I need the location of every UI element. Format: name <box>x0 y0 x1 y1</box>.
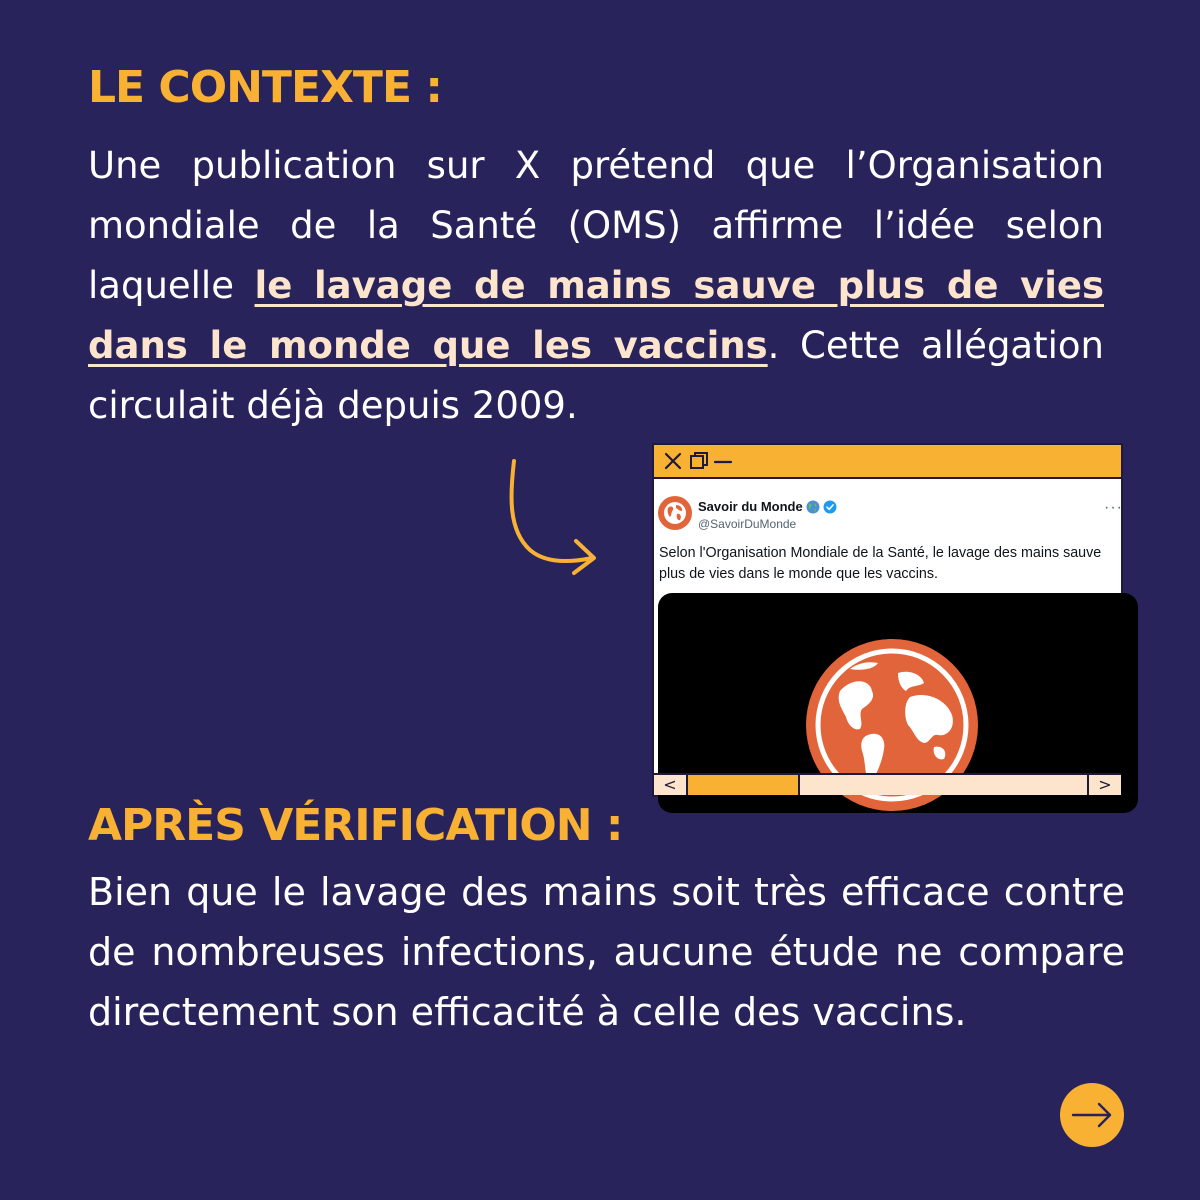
curved-arrow-icon <box>500 455 610 585</box>
verification-heading: APRÈS VÉRIFICATION : <box>88 800 623 851</box>
verification-paragraph: Bien que le lavage des mains soit très efficace contre de nombreuses infections, aucune étude ne compare directement son efficacité à celle des vaccins. <box>88 870 1125 1034</box>
claim-highlight: le lavage de mains sauve plus de vies dans le monde que les vaccins <box>88 264 1104 367</box>
verified-badge-icon <box>823 500 837 514</box>
scroll-thumb[interactable] <box>688 775 800 795</box>
context-paragraph <box>88 136 1104 436</box>
context-text-start: Une publication sur X prétend que l’Organisation mondiale de la Santé (OMS) affirme l’idée selon laquelle <box>88 144 1104 307</box>
context-text-end: . Cette allégation circulait déjà depuis 2009. <box>88 324 1104 427</box>
scroll-left-button[interactable]: < <box>654 775 688 795</box>
tweet-screenshot-window <box>652 443 1123 797</box>
window-titlebar <box>654 445 1121 479</box>
restore-icon[interactable] <box>688 450 710 472</box>
tweet-display-name[interactable] <box>698 499 837 514</box>
avatar[interactable] <box>658 496 692 530</box>
display-name-text: Savoir du Monde <box>698 499 803 514</box>
more-options-icon[interactable]: ··· <box>1104 499 1123 516</box>
context-heading: LE CONTEXTE : <box>88 62 442 113</box>
close-icon[interactable] <box>662 450 684 472</box>
next-button[interactable] <box>1060 1083 1124 1147</box>
tweet-card <box>654 479 1121 775</box>
window-scrollbar[interactable] <box>654 773 1121 795</box>
tweet-handle[interactable]: @SavoirDuMonde <box>698 517 797 531</box>
tweet-text: Selon l'Organisation Mondiale de la Santé, le lavage des mains sauve plus de vies dans le monde que les vaccins. <box>659 545 1102 582</box>
arrow-right-icon <box>1070 1100 1114 1130</box>
scroll-right-button[interactable]: > <box>1087 775 1121 795</box>
globe-emoji-icon <box>806 500 820 514</box>
minimize-icon[interactable] <box>712 450 734 472</box>
